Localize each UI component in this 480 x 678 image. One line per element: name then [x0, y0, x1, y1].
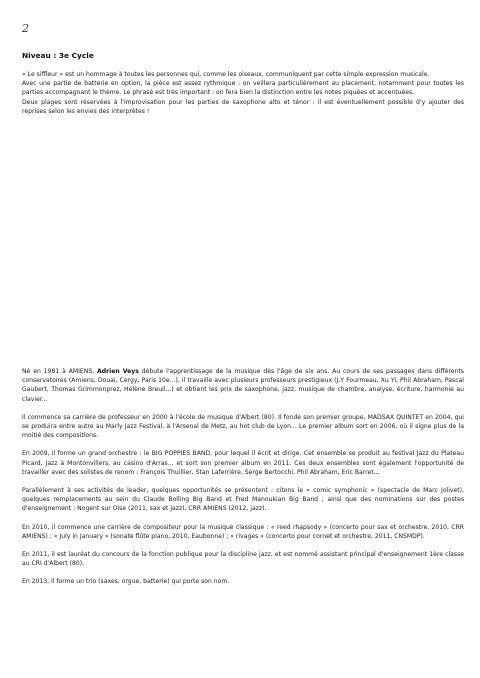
page-number: 2: [22, 22, 29, 35]
bio-paragraph: Il commence sa carrière de professeur en 2000 à l'école de musique d'Albert (80). Il fonde son premier groupe, MADSAX QUINTET en 2004, qui se produira entre autre au Marly Jazz Festival, à l'Arsenal de Metz, au hot club de Lyon... Le premier album sort en 2006, où il signe plus de la moitié des compositions.: [22, 413, 464, 440]
intro-paragraph: Deux plages sont réservées à l'improvisation pour les parties de saxophone alto et ténor : il est éventuellement possible d'y ajouter des reprises selon les envies des interprètes !: [22, 98, 464, 115]
intro-paragraph: Avec une partie de batterie en option, la pièce est assez rythmique : on veillera particulièrement au placement, notamment pour toutes les parties accompagnant le thème. Le phrasé est très important : on fera bien la distinction entre les notes piquées et accentuées.: [22, 80, 464, 97]
bio-paragraph: En 2010, il commence une carrière de compositeur pour la musique classique : « reed rhapsody » (concerto pour sax et orchestre, 2010, CRR AMIENS) ; « July in January » (sonate flûte piano, 2010, Eaubonne) ; « rivages » (concerto pour cornet et orchestre, 2011, CNSMDP).: [22, 523, 464, 540]
composer-name: Adrien Veys: [97, 368, 139, 375]
intro-paragraph: « Le siffleur » est un hommage à toutes les personnes qui, comme les oiseaux, communiquent par cette simple expression musicale.: [22, 71, 430, 78]
bio-text: débute l'apprentissage de la musique dès l'âge de six ans. Au cours de ses passages dans différents conservatoires (Amiens, Douai, Cergy, Paris 10e...), il travaille avec plusieurs professeurs prestigieux (J.Y Fourmeau, Xu Yi, Phil Abraham, Pascal Gaubert, Thomas Grimmonprez, Hélène Breuil...) et obtient les prix de saxophone, jazz, musique de chambre, analyse, écriture, harmonie au clavier...: [22, 368, 464, 403]
bio-paragraph: En 2013, il forme un trio (saxes, orgue, batterie) qui porte son nom.: [22, 578, 230, 586]
bio-paragraph: En 2009, il forme un grand orchestre : le BIG POPPIES BAND, pour lequel il écrit et dirige. Cet ensemble se produit au festival Jazz du Plateau Picard, Jazz à Montonvillers, au casino d'Arras... et sort son premier album en 2011. Ces deux ensembles sont également l'opportunité de travailler avec des solistes de renom : François Thuillier, Stan Laferrière, Serge Bertocchi, Phil Abraham, Eric Barret...: [22, 450, 464, 476]
piece-description: [22, 70, 464, 116]
bio-paragraph: [22, 367, 464, 404]
bio-paragraph: Parallèlement à ses activités de leader, quelques opportunités se présentent : citons le « comic symphonic » (spectacle de Marc Jolivet), quelques remplacements au sein du Claude Bolling Big Band et Fred Manoukian Big Band ; ainsi que des nominations sur des postes d'enseignement : Nogent sur Oise (2011, sax et jazz), CRR AMIENS (2012, jazz).: [22, 487, 464, 513]
composer-biography: [22, 367, 464, 587]
bio-paragraph: En 2011, il est lauréat du concours de la fonction publique pour la discipline jazz, et est nommé assistant principal d'enseignement 1ère classe au CRI d'Albert (80).: [22, 551, 464, 568]
level-heading: Niveau : 3e Cycle: [22, 51, 94, 60]
bio-text: Né en 1981 à AMIENS,: [22, 368, 98, 375]
